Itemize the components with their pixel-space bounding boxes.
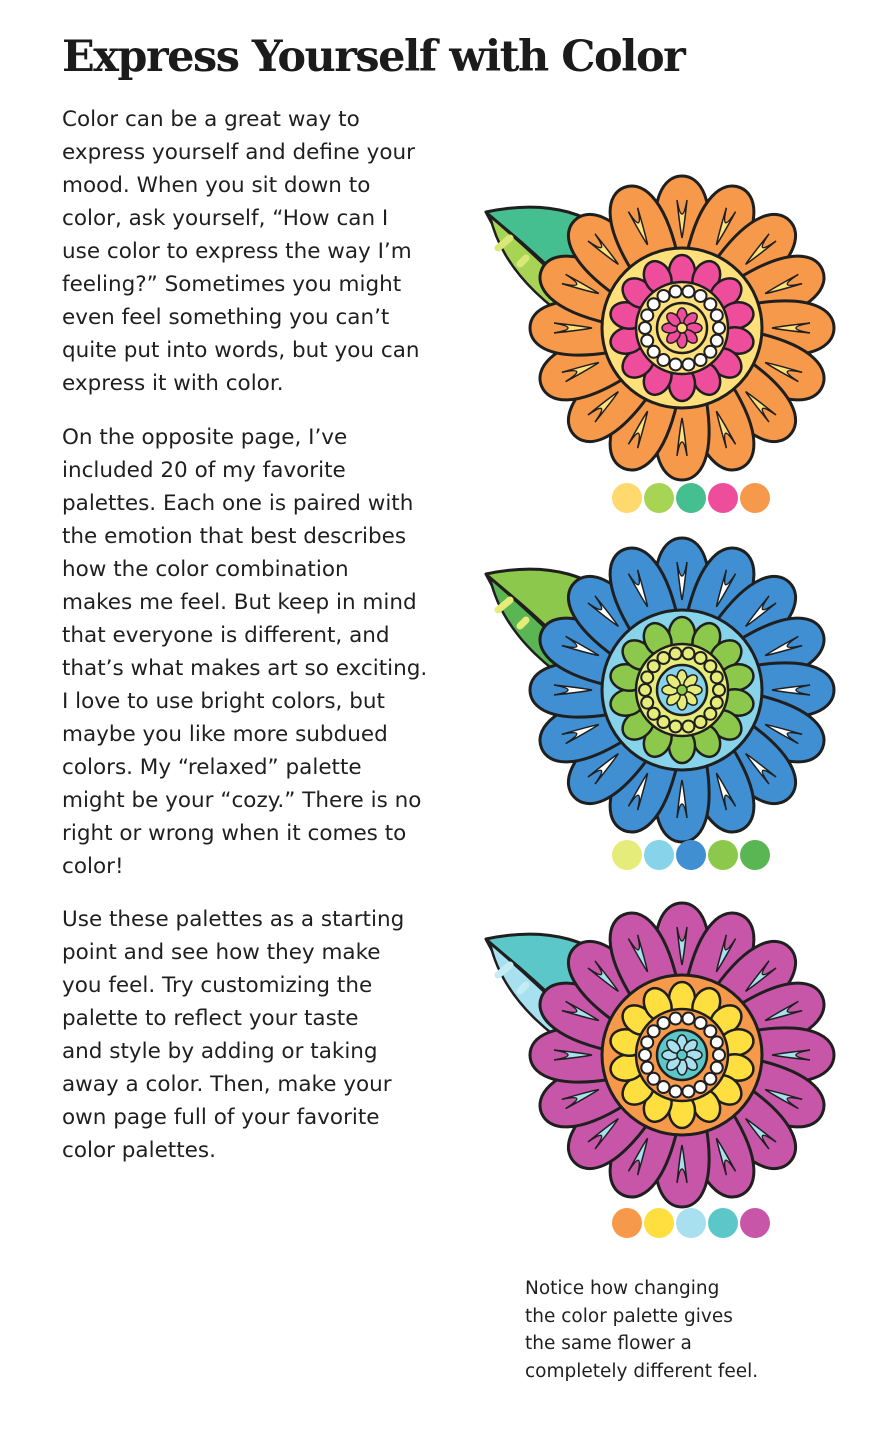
flower-illustration-orange <box>482 150 838 506</box>
leaf-stripe <box>520 985 526 991</box>
caption-line: the color palette gives <box>525 1305 733 1327</box>
dot <box>639 1049 651 1061</box>
dot <box>682 720 694 732</box>
text-line: the emotion that best describes <box>62 524 407 549</box>
dot <box>711 1062 723 1074</box>
text-line: colors. My “relaxed” palette <box>62 755 362 780</box>
dot <box>682 648 694 660</box>
text-line: feeling?” Sometimes you might <box>62 272 402 297</box>
color-swatch <box>708 840 738 870</box>
text-line: how the color combination <box>62 557 349 582</box>
color-swatch <box>740 483 770 513</box>
text-line: color palettes. <box>62 1138 216 1163</box>
text-line: On the opposite page, I’ve <box>62 425 348 450</box>
dot <box>670 1013 682 1025</box>
center-dot <box>677 1050 687 1060</box>
caption-line: completely different feel. <box>525 1360 759 1382</box>
text-line: I love to use bright colors, but <box>62 689 385 714</box>
text-line: mood. When you sit down to <box>62 173 371 198</box>
dot <box>682 1085 694 1097</box>
flower-illustration-blue <box>482 512 838 868</box>
dot <box>711 671 723 683</box>
color-swatch <box>676 840 706 870</box>
text-line: that’s what makes art so exciting. <box>62 656 428 681</box>
center-dot <box>677 323 687 333</box>
caption-line: the same flower a <box>525 1333 692 1354</box>
dot <box>670 1085 682 1097</box>
dot <box>713 322 725 334</box>
text-line: express it with color. <box>62 371 284 396</box>
flower-illustration-pink <box>482 877 838 1233</box>
center-dot <box>677 685 687 695</box>
dot <box>713 684 725 696</box>
dot <box>682 358 694 370</box>
dot <box>704 298 716 310</box>
dot <box>711 335 723 347</box>
dot <box>641 697 653 709</box>
text-line: color! <box>62 854 124 879</box>
text-line: away a color. Then, make your <box>62 1072 392 1097</box>
color-swatch <box>644 483 674 513</box>
dot <box>704 660 716 672</box>
dot <box>670 648 682 660</box>
color-swatch <box>612 1208 642 1238</box>
color-swatch <box>644 1208 674 1238</box>
text-line: you feel. Try customizing the <box>62 973 373 998</box>
leaf-stripe <box>520 258 526 264</box>
dot <box>682 1013 694 1025</box>
text-line: own page full of your favorite <box>62 1105 380 1130</box>
caption <box>525 1275 758 1385</box>
dot <box>704 1025 716 1037</box>
text-line: might be your “cozy.” There is no <box>62 788 422 813</box>
paragraph-2 <box>62 421 427 883</box>
dot <box>695 716 707 728</box>
dot <box>641 309 653 321</box>
text-line: even feel something you can’t <box>62 305 390 330</box>
text-line: included 20 of my favorite <box>62 458 346 483</box>
text-line: use color to express the way I’m <box>62 239 412 264</box>
color-swatch <box>708 483 738 513</box>
paragraph-3 <box>62 903 404 1167</box>
dot <box>658 652 670 664</box>
color-swatch <box>612 840 642 870</box>
dot <box>639 322 651 334</box>
dot <box>648 708 660 720</box>
dot <box>639 684 651 696</box>
palette-swatches-1 <box>612 483 770 513</box>
dot <box>695 1081 707 1093</box>
text-line: makes me feel. But keep in mind <box>62 590 417 615</box>
dot <box>711 697 723 709</box>
dot <box>711 1036 723 1048</box>
dot <box>648 346 660 358</box>
leaf-stripe <box>520 620 526 626</box>
dot <box>695 354 707 366</box>
text-line: and style by adding or taking <box>62 1039 378 1064</box>
dot <box>670 720 682 732</box>
dot <box>658 290 670 302</box>
dot <box>641 1036 653 1048</box>
color-swatch <box>612 483 642 513</box>
text-line: quite put into words, but you can <box>62 338 420 363</box>
dot <box>682 286 694 298</box>
caption-line: Notice how changing <box>525 1278 720 1299</box>
text-line: color, ask yourself, “How can I <box>62 206 389 231</box>
text-line: right or wrong when it comes to <box>62 821 407 846</box>
dot <box>641 1062 653 1074</box>
color-swatch <box>676 1208 706 1238</box>
text-line: Color can be a great way to <box>62 107 360 132</box>
dot <box>670 286 682 298</box>
dot <box>641 335 653 347</box>
color-swatch <box>644 840 674 870</box>
color-swatch <box>740 1208 770 1238</box>
color-swatch <box>740 840 770 870</box>
text-line: palettes. Each one is paired with <box>62 491 414 516</box>
text-line: that everyone is different, and <box>62 623 390 648</box>
palette-swatches-3 <box>612 1208 770 1238</box>
text-line: palette to reflect your taste <box>62 1006 359 1031</box>
text-line: Use these palettes as a starting <box>62 907 405 932</box>
color-swatch <box>708 1208 738 1238</box>
dot <box>711 309 723 321</box>
color-swatch <box>676 483 706 513</box>
paragraph-1 <box>62 103 420 400</box>
dot <box>670 358 682 370</box>
text-line: point and see how they make <box>62 940 381 965</box>
dot <box>713 1049 725 1061</box>
dot <box>658 1017 670 1029</box>
dot <box>641 671 653 683</box>
palette-swatches-2 <box>612 840 770 870</box>
text-line: maybe you like more subdued <box>62 722 388 747</box>
page-title: Express Yourself with Color <box>62 32 685 82</box>
text-line: express yourself and define your <box>62 140 415 165</box>
dot <box>648 1073 660 1085</box>
